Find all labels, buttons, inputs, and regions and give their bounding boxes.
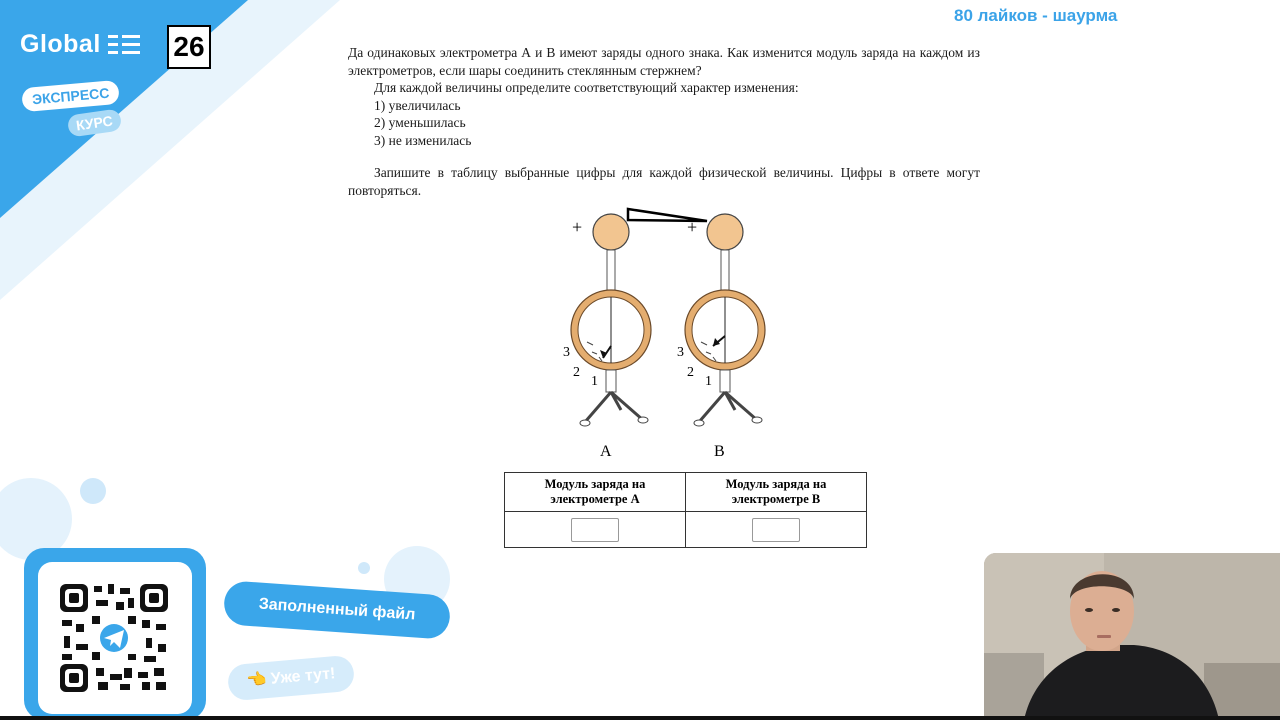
table-header-row [505, 473, 867, 512]
brand-logo-text: Global [20, 30, 101, 58]
option-2: 2) уменьшилась [374, 115, 466, 130]
decor-bubble [80, 478, 106, 504]
bottom-bar [0, 716, 1280, 720]
option-1: 1) увеличилась [374, 97, 461, 113]
answer-cell-a [505, 512, 686, 548]
scale-label-3-b: 3 [677, 345, 684, 360]
already-here-button[interactable]: 👈 Уже тут! [227, 655, 356, 702]
problem-intro: Да одинаковых электрометра А и В имеют заряды одного знака. Как изменится модуль заряда на каждом из электрометров, если шары соединить стеклянным стержнем? [348, 45, 980, 78]
webcam-video [984, 553, 1280, 720]
option-3: 3) не изменилась [374, 132, 472, 148]
problem-instruction: Для каждой величины определите соответствующий характер изменения: [374, 80, 799, 95]
answer-cell-b [686, 512, 867, 548]
answer-input-b[interactable] [752, 518, 800, 542]
global-logo-icon [108, 33, 142, 57]
task-number-badge: 26 [167, 25, 211, 69]
charge-sign-a: + [572, 217, 583, 237]
electrometer-b [677, 214, 765, 460]
header-electrometer-b: Модуль заряда на электрометре В [686, 473, 867, 512]
decor-bubble [358, 562, 370, 574]
header-electrometer-a: Модуль заряда на электрометре А [505, 473, 686, 512]
charge-sign-b: + [687, 217, 698, 237]
problem-text [348, 44, 980, 199]
filled-file-button[interactable]: Заполненный файл [223, 580, 452, 640]
electrometer-figure [555, 200, 785, 465]
electrometer-a [563, 214, 651, 460]
label-b: В [714, 443, 725, 460]
table-row [505, 512, 867, 548]
label-a: А [600, 443, 612, 460]
scale-label-2-b: 2 [687, 365, 694, 380]
top-caption: 80 лайков - шаурма [954, 6, 1118, 25]
course-pill: КУРС [67, 108, 122, 137]
answer-input-a[interactable] [571, 518, 619, 542]
presenter-photo [984, 553, 1280, 720]
answer-table [504, 472, 867, 548]
qr-code-icon[interactable] [58, 582, 170, 694]
scale-label-3-a: 3 [563, 345, 570, 360]
scale-label-2-a: 2 [573, 365, 580, 380]
answer-note: Запишите в таблицу выбранные цифры для каждой физической величины. Цифры в ответе могут повторяться. [348, 165, 980, 198]
scale-label-1-b: 1 [705, 374, 712, 389]
scale-label-1-a: 1 [591, 374, 598, 389]
express-pill: ЭКСПРЕСС [21, 80, 120, 112]
